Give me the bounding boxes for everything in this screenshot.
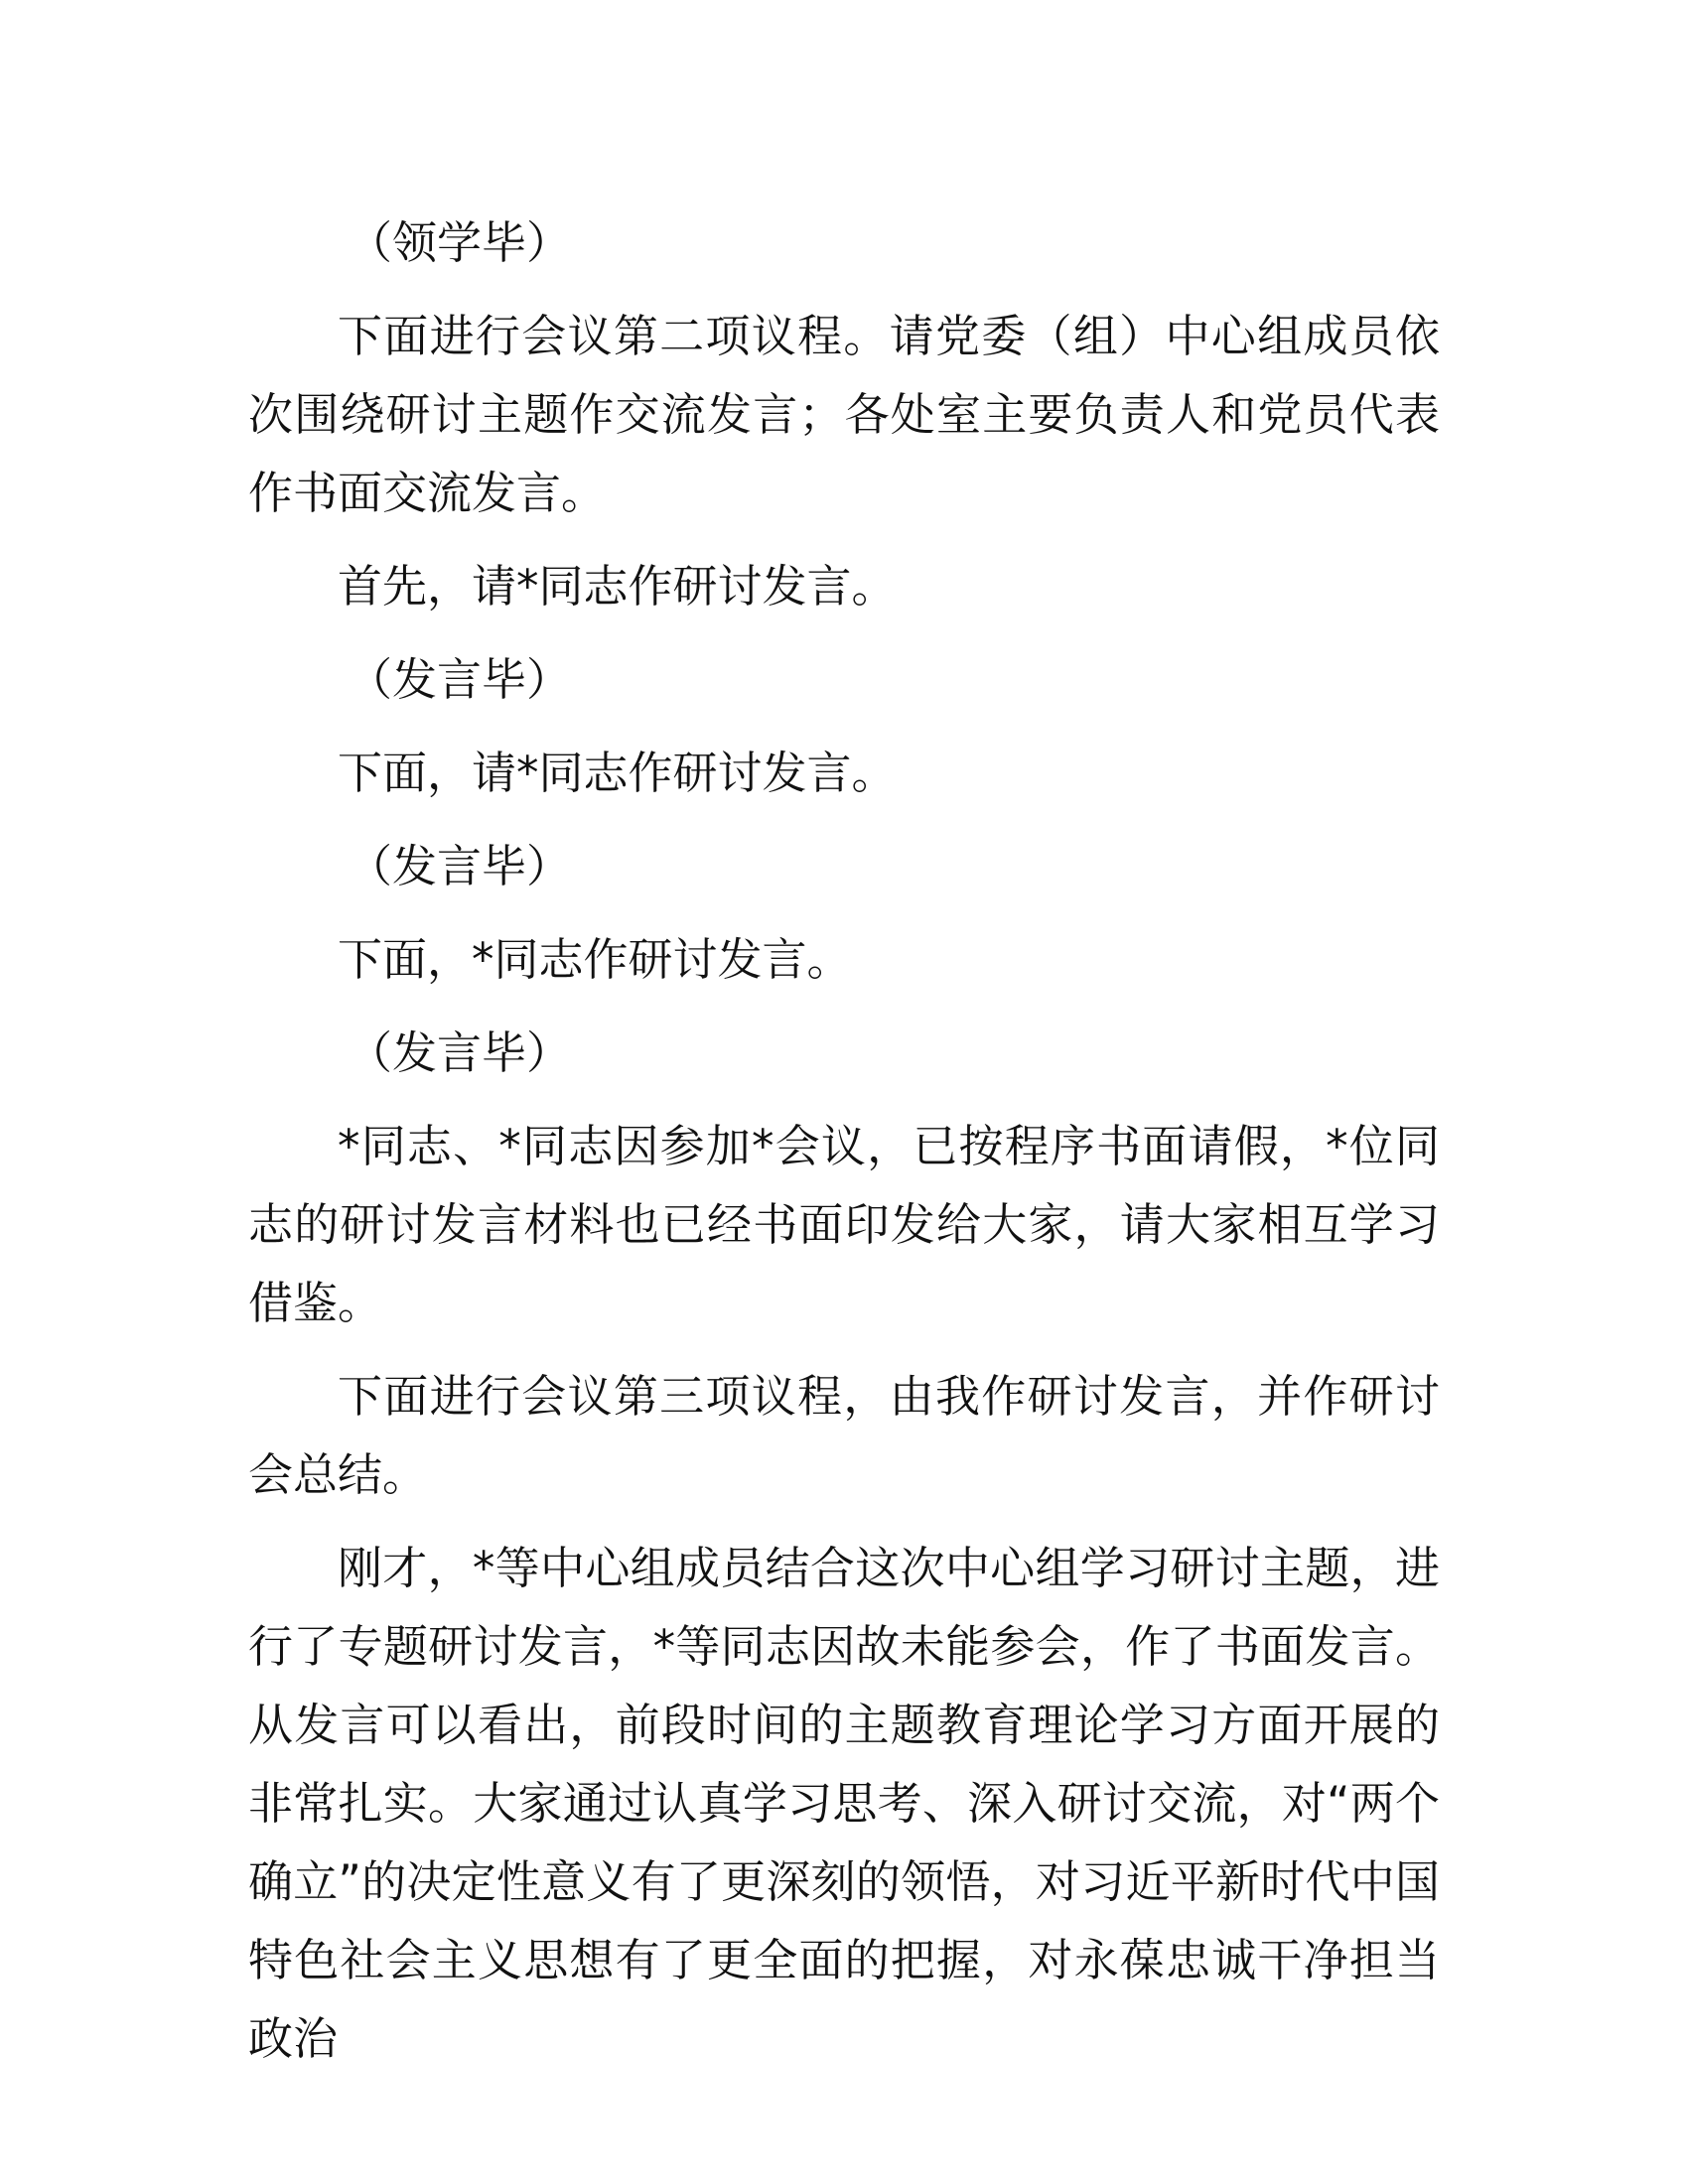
paragraph-speech-end-3: （发言毕） (348, 1026, 572, 1079)
paragraph-leave-notice: *同志、*同志因参加*会议，已按程序书面请假，*位同志的研讨发言材料也已经书面印发给大家，请大家相互学习借鉴。 (248, 1120, 1440, 1329)
paragraph-next-speaker-1: 下面，请*同志作研讨发言。 (338, 747, 897, 799)
paragraph-lead-study-end: （领学毕） (348, 216, 572, 269)
paragraph-agenda-item-three: 下面进行会议第三项议程，由我作研讨发言，并作研讨会总结。 (248, 1370, 1440, 1501)
paragraph-next-speaker-2: 下面，*同志作研讨发言。 (338, 933, 852, 986)
document-page (248, 204, 1440, 2093)
paragraph-speech-end-1: （发言毕） (348, 653, 572, 706)
paragraph-agenda-item-two: 下面进行会议第二项议程。请党委（组）中心组成员依次围绕研讨主题作交流发言；各处室主要负责人和党员代表作书面交流发言。 (248, 310, 1440, 519)
paragraph-speech-end-2: （发言毕） (348, 840, 572, 892)
paragraph-summary: 刚才，*等中心组成员结合这次中心组学习研讨主题，进行了专题研讨发言，*等同志因故未能参会，作了书面发言。从发言可以看出，前段时间的主题教育理论学习方面开展的非常扎实。大家通过认真学习思考、深入研讨交流，对“两个确立”的决定性意义有了更深刻的领悟，对习近平新时代中国特色社会主义思想有了更全面的把握，对永葆忠诚干净担当政治 (248, 1542, 1440, 2065)
paragraph-first-speaker: 首先，请*同志作研讨发言。 (338, 560, 897, 613)
